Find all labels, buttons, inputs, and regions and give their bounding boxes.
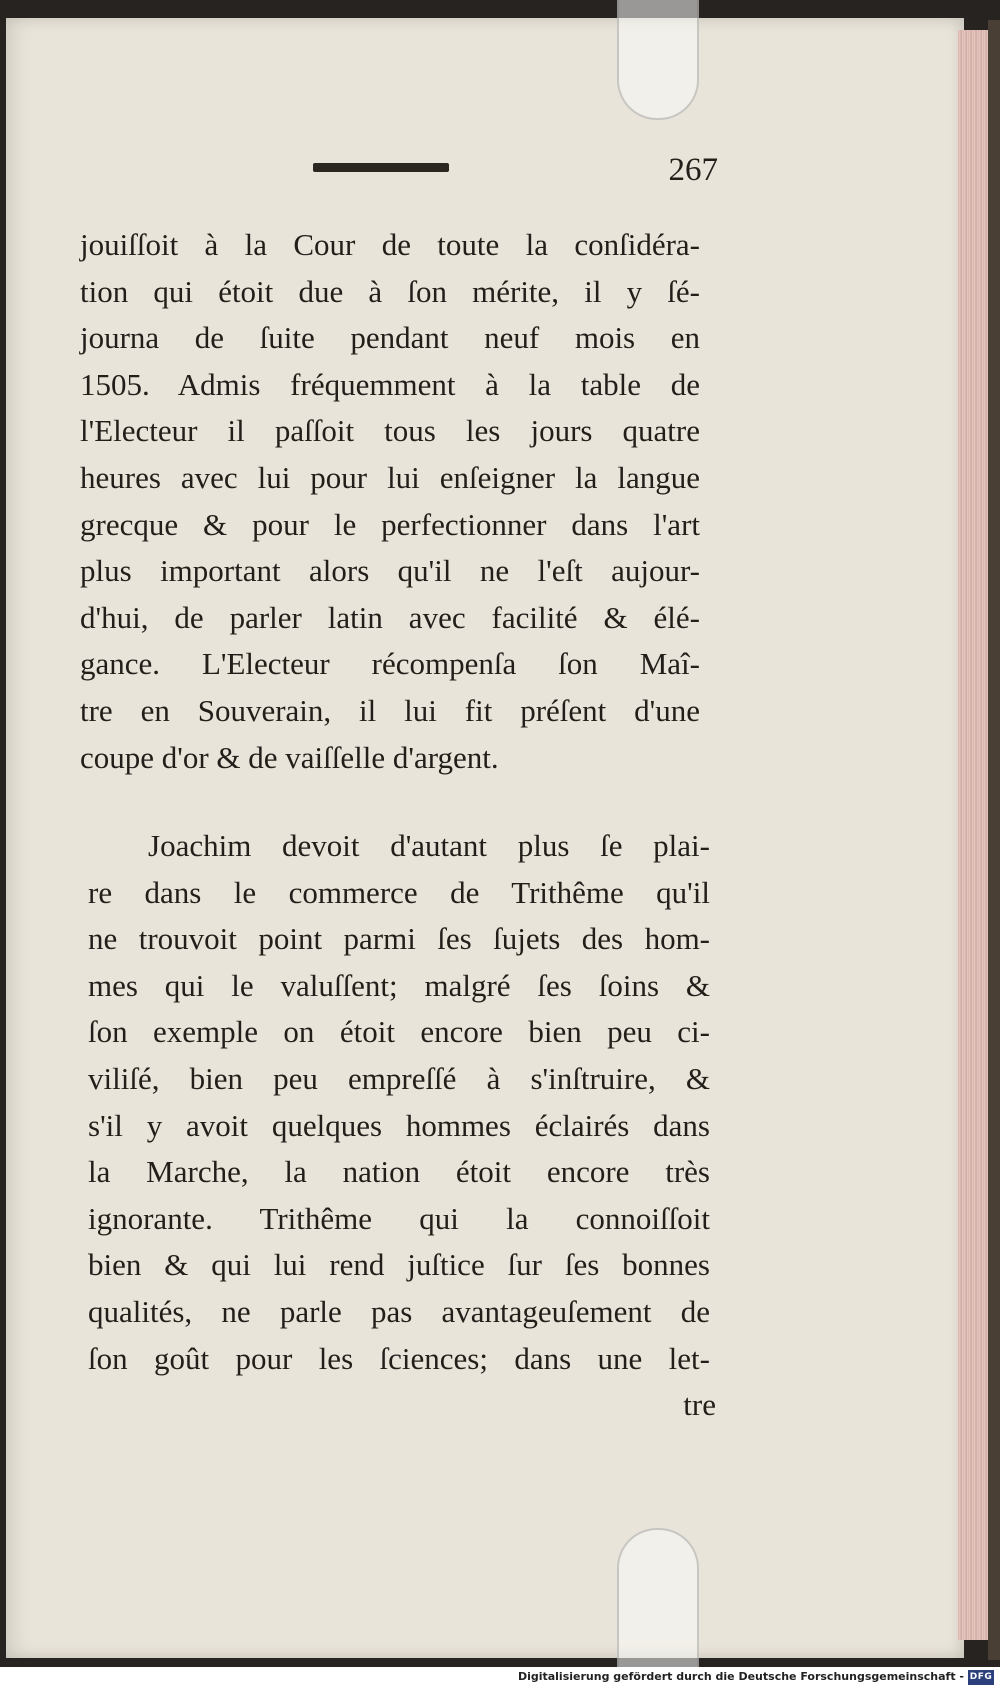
text-line: plus important alors qu'il ne l'eſt aujour- <box>80 553 700 589</box>
text-line: l'Electeur il paſſoit tous les jours quatre <box>80 413 700 449</box>
dfg-logo-icon: DFG <box>968 1670 994 1685</box>
text-line: jouiſſoit à la Cour de toute la conſidéra- <box>80 227 700 262</box>
text-line: s'il y avoit quelques hommes éclairés dans <box>88 1107 710 1143</box>
header-ornament-rule <box>313 163 449 172</box>
text-line: heures avec lui pour lui enſeigner la langue <box>80 459 700 495</box>
bottom-page-clip <box>617 1528 699 1670</box>
text-line: gance. L'Electeur récompenſa ſon Maî- <box>80 646 700 682</box>
text-line: mes qui le valuſſent; malgré ſes ſoins & <box>88 967 710 1003</box>
text-line: qualités, ne parle pas avantageuſement de <box>88 1293 710 1329</box>
page-edges <box>958 30 990 1640</box>
text-line: ne trouvoit point parmi ſes ſujets des hom- <box>88 921 710 957</box>
text-line: d'hui, de parler latin avec facilité & élé- <box>80 599 700 635</box>
paragraph-2 <box>88 823 710 1382</box>
text-line: grecque & pour le perfectionner dans l'art <box>80 506 700 542</box>
footer-bar <box>0 1667 1000 1689</box>
paragraph-1 <box>80 222 700 781</box>
text-line: journa de ſuite pendant neuf mois en <box>80 320 700 356</box>
page-number: 267 <box>668 152 718 188</box>
book-spine-edge <box>988 20 1000 1660</box>
text-line: ſon goût pour les ſciences; dans une let- <box>88 1340 710 1376</box>
text-line: tre en Souverain, il lui fit préſent d'une <box>80 692 700 728</box>
text-line: ignorante. Trithême qui la connoiſſoit <box>88 1200 710 1236</box>
text-line: coupe d'or & de vaiſſelle d'argent. <box>80 739 499 775</box>
text-line: re dans le commerce de Trithême qu'il <box>88 874 710 910</box>
text-line: bien & qui lui rend juſtice ſur ſes bonnes <box>88 1247 710 1283</box>
top-page-clip <box>617 0 699 120</box>
text-line: ſon exemple on étoit encore bien peu ci- <box>88 1014 710 1050</box>
funding-credit: Digitalisierung gefördert durch die Deutsche Forschungsgemeinschaft - <box>517 1670 964 1683</box>
text-line: tion qui étoit due à ſon mérite, il y ſé- <box>80 273 700 309</box>
text-line: 1505. Admis fréquemment à la table de <box>80 366 700 402</box>
text-line: la Marche, la nation étoit encore très <box>88 1154 710 1190</box>
text-line: viliſé, bien peu empreſſé à s'inſtruire, & <box>88 1060 710 1096</box>
catchword: tre <box>683 1387 716 1422</box>
text-line: Joachim devoit d'autant plus ſe plai- <box>148 828 710 863</box>
